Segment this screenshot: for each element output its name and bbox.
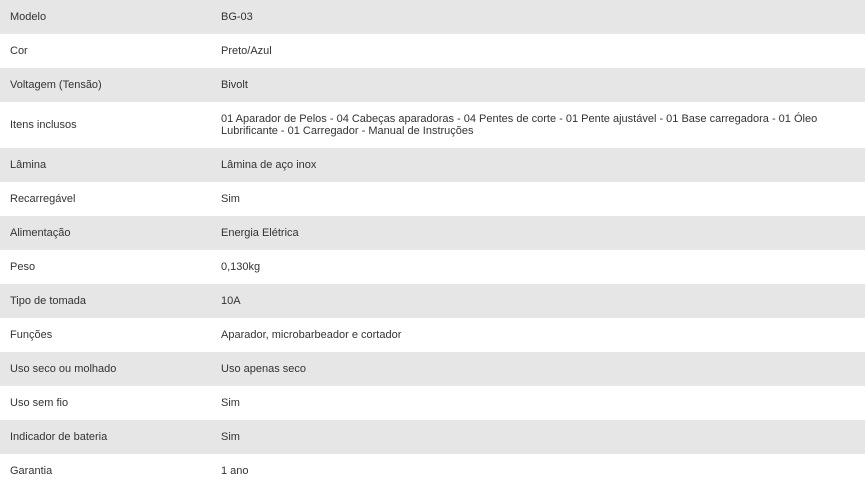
spec-value: 0,130kg: [221, 261, 261, 273]
table-row: [0, 216, 865, 250]
spec-value: Energia Elétrica: [221, 227, 299, 239]
spec-label: Tipo de tomada: [10, 295, 87, 307]
spec-label: Lâmina: [10, 159, 47, 171]
spec-label: Funções: [10, 329, 53, 341]
table-row: [0, 148, 865, 182]
table-row: [0, 420, 865, 454]
table-row: [0, 284, 865, 318]
spec-value: Preto/Azul: [221, 45, 272, 57]
spec-label: Cor: [10, 45, 28, 57]
table-row: [0, 102, 865, 148]
table-row: [0, 68, 865, 102]
spec-value: 1 ano: [221, 465, 249, 477]
spec-value: Uso apenas seco: [221, 363, 306, 375]
table-row: [0, 454, 865, 488]
spec-value: 10A: [221, 295, 241, 307]
spec-value: Sim: [221, 193, 240, 205]
table-row: [0, 352, 865, 386]
spec-label: Voltagem (Tensão): [10, 79, 102, 91]
spec-value: Bivolt: [221, 79, 248, 91]
spec-value: Sim: [221, 397, 240, 409]
table-row: [0, 182, 865, 216]
spec-label: Peso: [10, 261, 36, 273]
table-row: [0, 0, 865, 34]
spec-value: 01 Aparador de Pelos - 04 Cabeças aparadoras - 04 Pentes de corte - 01 Pente ajustável - 01 Base carregadora - 01 Óleo Lubrificante - 01 Carregador - Manual de Instruções: [221, 113, 818, 137]
spec-label: Uso sem fio: [10, 397, 69, 409]
table-row: [0, 250, 865, 284]
spec-label: Indicador de bateria: [10, 431, 108, 443]
spec-value: Aparador, microbarbeador e cortador: [221, 329, 402, 341]
spec-value: Sim: [221, 431, 240, 443]
table-row: [0, 318, 865, 352]
spec-label: Alimentação: [10, 227, 71, 239]
spec-label: Garantia: [10, 465, 53, 477]
table-row: [0, 386, 865, 420]
table-row: [0, 34, 865, 68]
spec-label: Uso seco ou molhado: [10, 363, 117, 375]
spec-label: Itens inclusos: [10, 119, 77, 131]
spec-value: Lâmina de aço inox: [221, 159, 317, 171]
spec-value: BG-03: [221, 11, 253, 23]
spec-label: Modelo: [10, 11, 47, 23]
spec-label: Recarregável: [10, 193, 76, 205]
